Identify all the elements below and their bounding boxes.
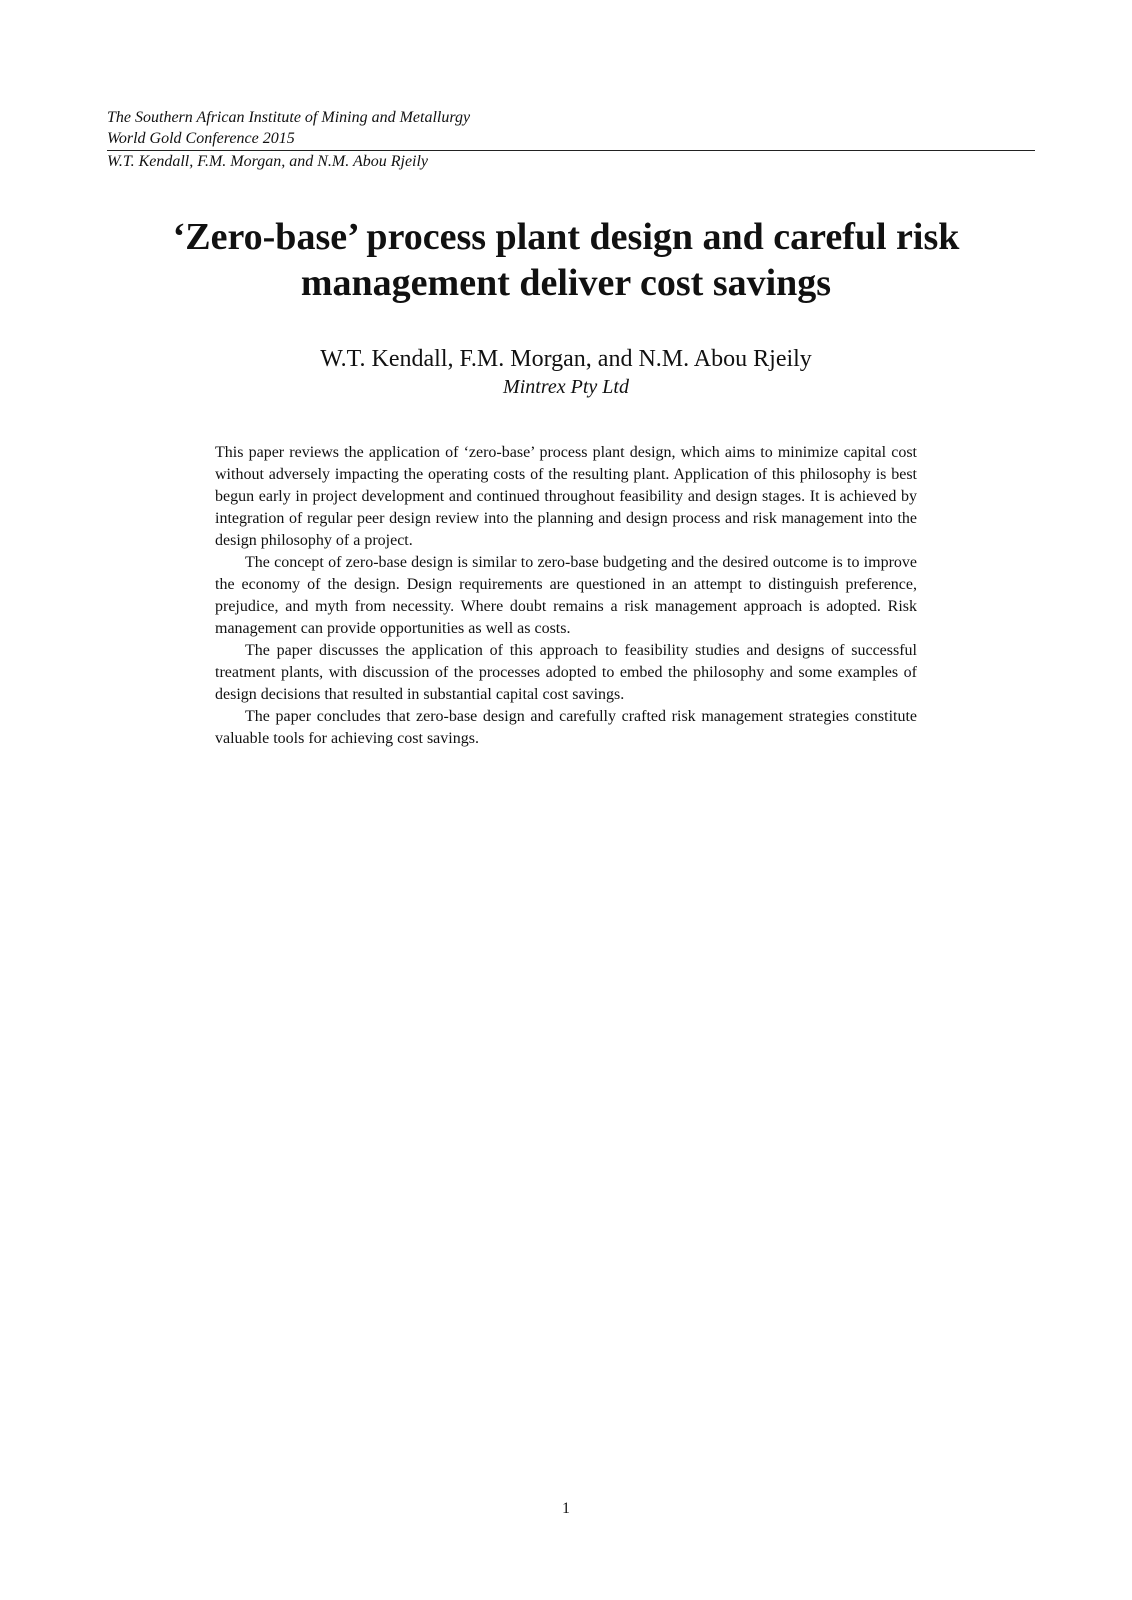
title-line-2: management deliver cost savings: [300, 262, 832, 304]
running-header: [107, 107, 1035, 172]
abstract-paragraph-2: The concept of zero-base design is similar to zero-base budgeting and the desired outcome is to improve the economy of the design. Design requirements are questioned in an attempt to distinguish preference, prejudice, and myth from necessity. Where doubt remains a risk management approach is adopted. Risk management can provide opportunities as well as costs.: [215, 554, 917, 637]
header-institute: The Southern African Institute of Mining and Metallurgy: [107, 109, 471, 126]
abstract: [215, 442, 917, 750]
abstract-paragraph-3: The paper discusses the application of this approach to feasibility studies and designs of successful treatment plants, with discussion of the processes adopted to embed the philosophy and some examples of design decisions that resulted in substantial capital cost savings.: [215, 642, 917, 703]
title-line-1: ‘Zero-base’ process plant design and careful risk: [172, 216, 960, 258]
header-authors: W.T. Kendall, F.M. Morgan, and N.M. Abou Rjeily: [107, 153, 429, 170]
abstract-paragraph-1: This paper reviews the application of ‘zero-base’ process plant design, which aims to minimize capital cost without adversely impacting the operating costs of the resulting plant. Application of this philosophy is best begun early in project development and continued throughout feasibility and design stages. It is achieved by integration of regular peer design review into the planning and design process and risk management into the design philosophy of a project.: [215, 444, 917, 549]
abstract-paragraph-4: The paper concludes that zero-base design and carefully crafted risk management strategies constitute valuable tools for achieving cost savings.: [215, 708, 917, 747]
paper-title: [100, 214, 1032, 306]
page-number: 1: [562, 1500, 570, 1517]
paper-authors: W.T. Kendall, F.M. Morgan, and N.M. Abou Rjeily: [320, 346, 812, 372]
paper-affiliation: Mintrex Pty Ltd: [503, 376, 629, 398]
header-conference: World Gold Conference 2015: [107, 130, 295, 147]
